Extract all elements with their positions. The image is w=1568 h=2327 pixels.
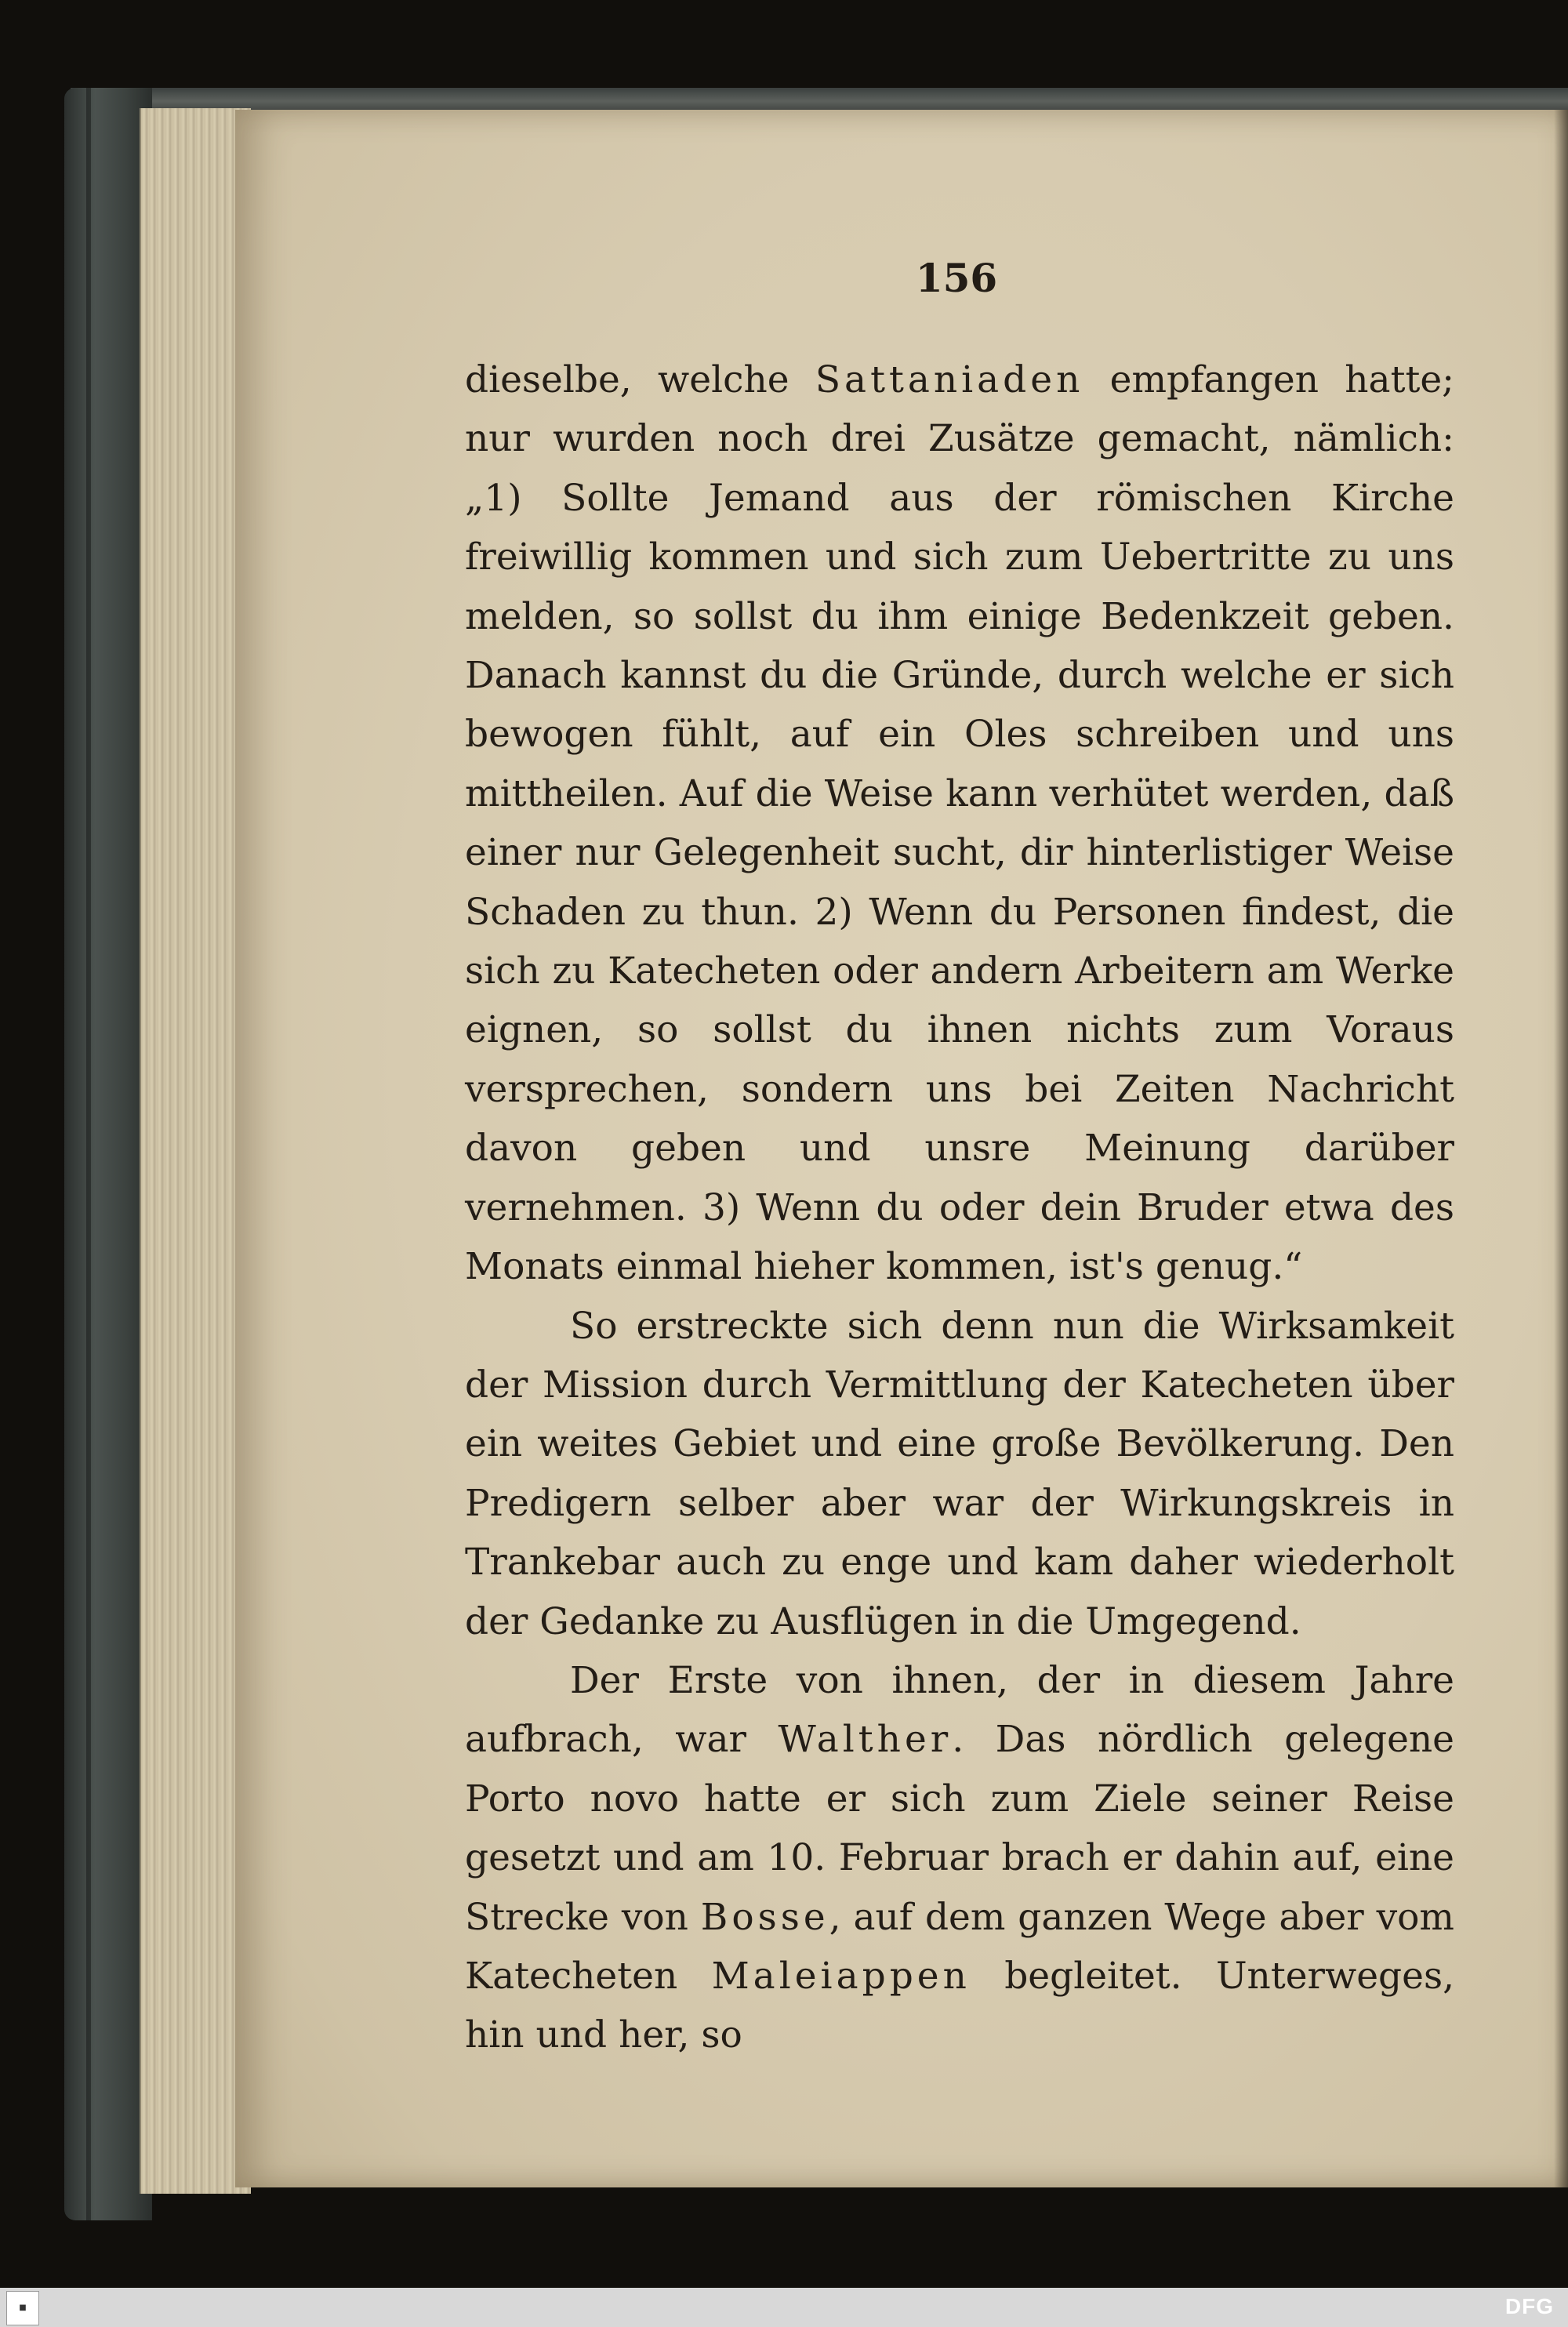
spaced-name: Maleiappen — [711, 1954, 971, 1998]
spaced-name: Sattaniaden — [815, 358, 1084, 401]
dfg-logo[interactable]: DFG — [1504, 2294, 1554, 2318]
paragraph — [465, 350, 1454, 1297]
text-run: begleitet. Unterweges, hin und her, so — [465, 1954, 1455, 2057]
viewer-footer-bar — [0, 2288, 1568, 2327]
library-logo-icon[interactable]: ■ — [6, 2291, 39, 2325]
page-number: 156 — [915, 255, 998, 301]
text-run: empfangen hatte; nur wurden noch drei Zusätze gemacht, nämlich: „1) Sollte Jemand aus der römischen Kirche freiwillig kommen und sich zum Uebertritte zu uns melden, so sollst du ihm einige Bedenkzeit geben. Danach kannst du die Gründe, durch welche er sich bewogen fühlt, auf ein Oles schreiben und uns mittheilen. Auf die Weise kann verhütet werden, daß einer nur Gelegenheit sucht, dir hinterlistiger Weise Schaden zu thun. 2) Wenn du Personen findest, die sich zu Katecheten oder andern Arbeitern am Werke eignen, so sollst du ihnen nichts zum Voraus versprechen, sondern uns bei Zeiten Nachricht davon geben und unsre Meinung darüber vernehmen. 3) Wenn du oder dein Bruder etwa des Monats einmal hieher kommen, ist's genug.“ — [465, 358, 1455, 1289]
page-stack-edges — [140, 108, 251, 2194]
text-run: , auf dem ganzen Wege aber vom Katecheten — [465, 1895, 1454, 1998]
text-run: dieselbe, welche — [465, 358, 815, 401]
spaced-name: Bosse — [700, 1895, 829, 1939]
text-run: Der Erste von ihnen, der in diesem Jahre aufbrach, war — [465, 1658, 1454, 1762]
spaced-name: Walther — [778, 1718, 953, 1762]
text-run: . Das nördlich gelegene Porto novo hatte er sich zum Ziele seiner Reise gesetzt und am 10. Februar brach er dahin auf, eine Strecke von — [465, 1718, 1454, 1939]
text-run: So erstreckte sich denn nun die Wirksamkeit der Mission durch Vermittlung der Katecheten über ein weites Gebiet und eine große Bevölkerung. Den Predigern selber aber war der Wirkungskreis in Trankebar auch zu enge und kam daher wiederholt der Gedanke zu Ausflügen in die Umgegend. — [465, 1304, 1454, 1643]
paragraph — [465, 1297, 1454, 1651]
paragraph — [465, 1651, 1454, 2065]
page-text-block — [465, 350, 1454, 2065]
